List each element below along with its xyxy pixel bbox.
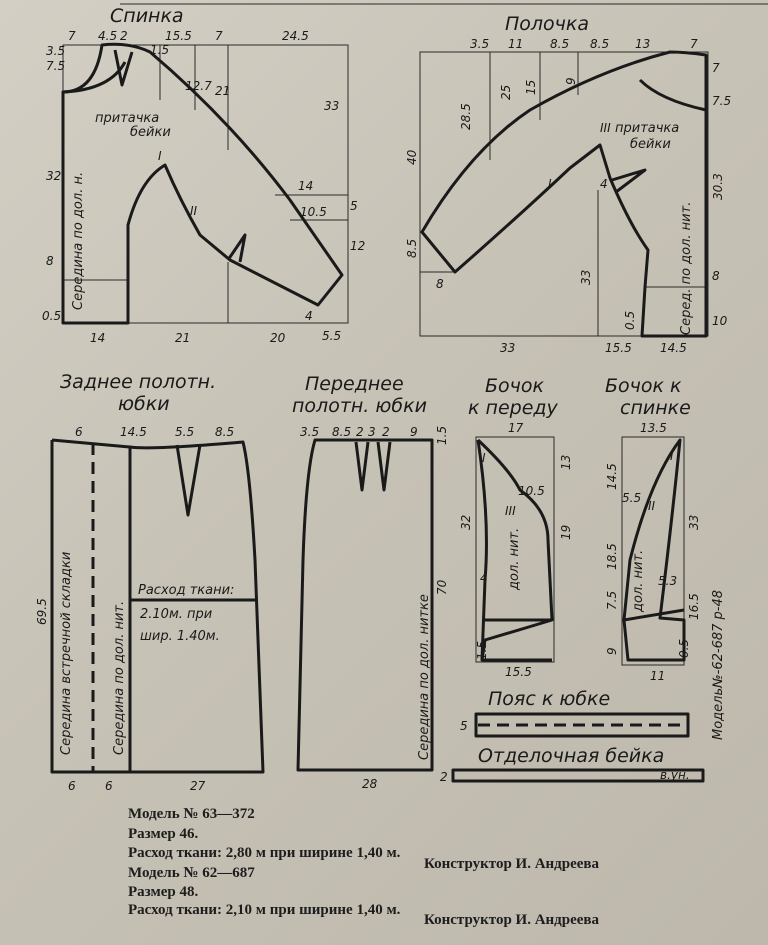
dim: 1.5 xyxy=(475,640,489,660)
model-2-size: Размер 48. xyxy=(128,884,199,900)
dim: 9 xyxy=(410,425,418,439)
dim: 1.5 xyxy=(150,43,170,57)
side-front-title: Бочок xyxy=(485,375,544,397)
model-note: Модель№-62-687 р-48 xyxy=(711,589,726,740)
label: дол. нит. xyxy=(631,549,646,612)
dim: 12.7 xyxy=(185,79,212,93)
skirt-front-title: полотн. юбки xyxy=(292,395,427,417)
dim: 30.3 xyxy=(711,173,725,200)
skirt-back-outline xyxy=(52,440,263,772)
skirt-front-title: Переднее xyxy=(305,373,404,395)
dim: 8 xyxy=(46,254,54,268)
dim: I xyxy=(482,451,486,465)
dim: 6 xyxy=(75,425,83,439)
side-back-title: Бочок к xyxy=(605,375,682,397)
label: дол. нит. xyxy=(507,527,522,590)
dim: 2 xyxy=(440,770,448,784)
skirt-front-piece xyxy=(292,373,449,791)
dim: 5.5 xyxy=(322,329,342,343)
dim: 24.5 xyxy=(282,29,309,43)
dim: 17 xyxy=(508,421,524,435)
dim: 19 xyxy=(559,524,573,540)
fabric-label: шир. 1.40м. xyxy=(140,629,220,644)
fabric-label: 2.10м. при xyxy=(140,607,213,622)
model-1-fabric: Расход ткани: 2,80 м при ширине 1,40 м. xyxy=(128,845,401,861)
belt-title: Пояс к юбке xyxy=(488,688,611,710)
label: Середина по дол. нитке xyxy=(417,594,432,760)
dim: 15.5 xyxy=(165,29,192,43)
dim: 7 xyxy=(215,29,223,43)
side-front-edge xyxy=(478,440,486,660)
side-front-title: к переду xyxy=(468,397,558,419)
model-2-fabric: Расход ткани: 2,10 м при ширине 1,40 м. xyxy=(128,902,401,918)
model-1-number: Модель № 63—372 xyxy=(128,806,255,822)
skirt-back-title: Заднее полотн. xyxy=(60,371,217,393)
label: притачка xyxy=(615,121,680,136)
dim: 33 xyxy=(687,514,701,530)
dim: 0.5 xyxy=(623,310,637,330)
dim: 14 xyxy=(298,179,314,193)
dim: 8.5 xyxy=(590,37,610,51)
dim: 7 xyxy=(712,61,720,75)
dim: 0.5 xyxy=(42,309,62,323)
dim: 32 xyxy=(46,169,62,183)
dim: 15 xyxy=(524,79,538,95)
belt-piece xyxy=(460,688,688,736)
dim: 32 xyxy=(459,514,473,530)
dim: 7 xyxy=(690,37,698,51)
dim: 14.5 xyxy=(120,425,147,439)
label: притачка xyxy=(95,111,160,126)
dim: 4 xyxy=(600,177,608,191)
label: Середина по дол. нит. xyxy=(112,600,127,755)
dim: III xyxy=(505,504,516,518)
dim: 0.5 xyxy=(677,638,691,658)
skirt-back-piece xyxy=(35,371,263,793)
dim: 33 xyxy=(324,99,340,113)
dim: 3.5 xyxy=(46,44,66,58)
skirt-front-outline xyxy=(298,440,432,770)
dim: 2 xyxy=(356,425,364,439)
dim: 5 xyxy=(350,199,358,213)
skirt-back-title: юбки xyxy=(118,393,170,415)
dim: 14 xyxy=(90,331,106,345)
dim: 6 xyxy=(105,779,113,793)
dim: 3 xyxy=(368,425,376,439)
dim: 15.5 xyxy=(505,665,532,679)
dim: 27 xyxy=(190,779,206,793)
dim: 7.5 xyxy=(712,94,732,108)
dim: 10 xyxy=(712,314,728,328)
back-piece xyxy=(42,5,365,345)
dim: 70 xyxy=(435,579,449,595)
dim: 28.5 xyxy=(459,103,473,130)
dim: 13 xyxy=(559,454,573,470)
dim: 5.5 xyxy=(622,491,642,505)
dim: I xyxy=(548,177,552,191)
label: бейки xyxy=(130,125,171,140)
model-1-designer: Конструктор И. Андреева xyxy=(424,856,600,872)
dim: 15.5 xyxy=(605,341,632,355)
dim: 21 xyxy=(215,84,231,98)
label: Серед. по дол. нит. xyxy=(679,201,694,335)
front-frame xyxy=(420,52,708,336)
label: бейки xyxy=(630,137,671,152)
front-dart xyxy=(612,170,645,192)
dim: II xyxy=(190,204,198,218)
dim: 11 xyxy=(508,37,524,51)
back-side-dart xyxy=(228,235,245,262)
dim: 14.5 xyxy=(660,341,687,355)
dim: 6 xyxy=(68,779,76,793)
dim: 4 xyxy=(480,571,488,585)
dim: 8.5 xyxy=(405,238,419,258)
back-title: Спинка xyxy=(110,5,184,27)
dim: I xyxy=(158,149,162,163)
dim: 9 xyxy=(605,647,619,655)
dim: 13 xyxy=(635,37,651,51)
front-title: Полочка xyxy=(505,13,590,35)
dim: 3.5 xyxy=(470,37,490,51)
dim: 8 xyxy=(712,269,720,283)
dim: 16.5 xyxy=(687,593,701,620)
dim: 40 xyxy=(405,149,419,165)
model-2-designer: Конструктор И. Андреева xyxy=(424,912,600,928)
skirt-back-dart xyxy=(177,445,200,515)
dim: 4 xyxy=(305,309,313,323)
dim: 2 xyxy=(382,425,390,439)
dim: 18.5 xyxy=(605,543,619,570)
dim: II xyxy=(648,499,656,513)
front-piece xyxy=(405,13,731,355)
model-1-size: Размер 46. xyxy=(128,826,199,842)
dim: 7.5 xyxy=(46,59,66,73)
back-trim-line xyxy=(63,62,125,92)
dim: 21 xyxy=(175,331,191,345)
dim: 10.5 xyxy=(300,205,327,219)
dim: 69.5 xyxy=(35,598,49,625)
dim: 5.3 xyxy=(658,574,678,588)
dim: 8.5 xyxy=(215,425,235,439)
side-back-piece xyxy=(605,375,726,740)
dim: 9 xyxy=(564,77,578,85)
skirt-front-dart-1 xyxy=(356,442,368,490)
dim: III xyxy=(600,121,611,135)
dim: 11 xyxy=(650,669,666,683)
dim: 8.5 xyxy=(550,37,570,51)
dim: 7.5 xyxy=(605,590,619,610)
dim: 4.5 xyxy=(98,29,118,43)
dim: 5 xyxy=(460,719,468,733)
label: Середина по дол. н. xyxy=(71,171,86,310)
dim: 28 xyxy=(362,777,378,791)
dim: 8 xyxy=(436,277,444,291)
side-back-title: спинке xyxy=(620,397,691,419)
trim-title: Отделочная бейка xyxy=(478,745,665,767)
skirt-front-dart-2 xyxy=(378,442,390,490)
dim: 12 xyxy=(350,239,366,253)
dim: 13.5 xyxy=(640,421,667,435)
dim: 8.5 xyxy=(332,425,352,439)
dim: 2 xyxy=(120,29,128,43)
trim-piece xyxy=(440,745,703,784)
dim: I xyxy=(670,449,674,463)
front-trim-line xyxy=(640,80,706,110)
dim: 1.5 xyxy=(435,425,449,445)
label: в.ун. xyxy=(660,768,690,782)
dim: 20 xyxy=(270,331,286,345)
dim: 10.5 xyxy=(518,484,545,498)
dim: 3.5 xyxy=(300,425,320,439)
dim: 33 xyxy=(579,269,593,285)
fabric-label: Расход ткани: xyxy=(138,583,235,598)
dim: 25 xyxy=(499,84,513,100)
dim: 5.5 xyxy=(175,425,195,439)
dim: 33 xyxy=(500,341,516,355)
side-front-piece xyxy=(459,375,573,679)
dim: 14.5 xyxy=(605,463,619,490)
model-2-number: Модель № 62—687 xyxy=(128,865,255,881)
label: Середина встречной складки xyxy=(59,551,74,755)
back-neck-dart xyxy=(115,50,132,85)
dim: 7 xyxy=(68,29,76,43)
